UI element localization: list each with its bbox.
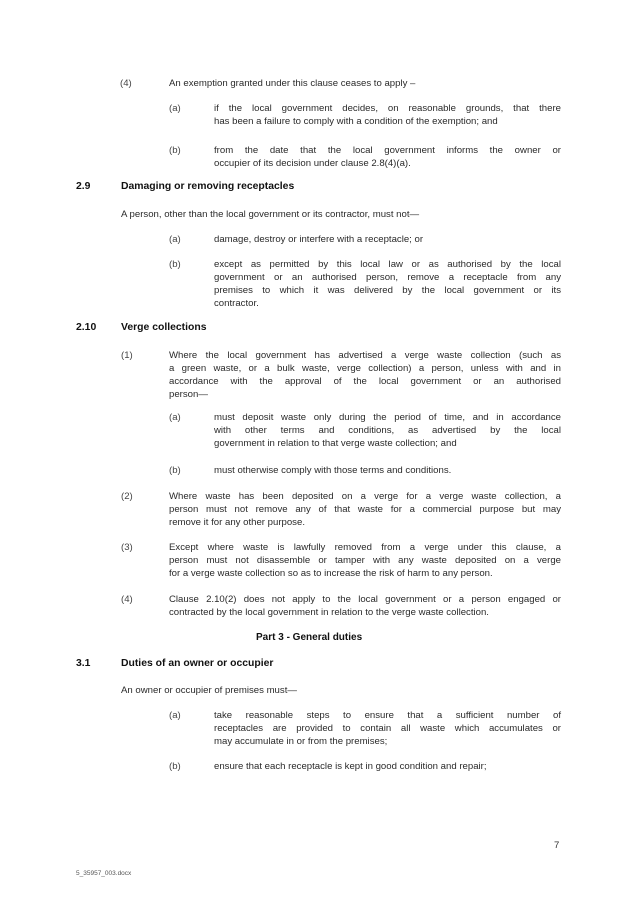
subclause-text: Where the local government has advertised a verge waste collection (such as a green waste, or a bulk waste, verge collection) a person, unless with and in accordance with the approval of the local government or an authorised person— — [169, 350, 561, 400]
paragraph-label: (b) — [169, 145, 181, 156]
subclause-text: Where waste has been deposited on a verge for a verge waste collection, a person must not remove any of that waste for a commercial purpose but may remove it for any other purpose. — [169, 491, 561, 528]
clause-heading: Duties of an owner or occupier — [121, 658, 274, 669]
paragraph-text: except as permitted by this local law or as authorised by the local government or an authorised person, remove a receptacle from any premises to which it was delivered by the local government or its contractor. — [214, 259, 561, 309]
paragraph-text: if the local government decides, on reasonable grounds, that there has been a failure to comply with a condition of the exemption; and — [214, 103, 561, 127]
footer-filename: 5_35957_003.docx — [76, 870, 132, 877]
paragraph-label: (a) — [169, 412, 181, 423]
subclause-number: (2) — [121, 491, 133, 502]
clause-heading: Damaging or removing receptacles — [121, 181, 295, 192]
paragraph-label: (a) — [169, 103, 181, 114]
subclause-text: Clause 2.10(2) does not apply to the local government or a person engaged or contracted by the local government in relation to the verge waste collection. — [169, 594, 561, 618]
clause-number: 2.10 — [76, 322, 97, 333]
subclause-number: (1) — [121, 350, 133, 361]
paragraph-text: must otherwise comply with those terms and conditions. — [214, 465, 452, 476]
subclause-text: Except where waste is lawfully removed from a verge under this clause, a person must not disassemble or tamper with any waste deposited on a verge for a verge waste collection so as to increase the risk of harm to any person. — [169, 542, 561, 579]
subclause-number: (4) — [121, 594, 133, 605]
paragraph-label: (a) — [169, 710, 181, 721]
clause-number: 3.1 — [76, 658, 91, 669]
paragraph-label: (a) — [169, 234, 181, 245]
page-number: 7 — [554, 840, 560, 851]
subclause-text: An exemption granted under this clause ceases to apply – — [169, 78, 416, 89]
clause-heading: Verge collections — [121, 322, 207, 333]
paragraph-label: (b) — [169, 761, 181, 772]
paragraph-label: (b) — [169, 259, 181, 270]
paragraph-label: (b) — [169, 465, 181, 476]
paragraph-text: from the date that the local government informs the owner or occupier of its decision under clause 2.8(4)(a). — [214, 145, 561, 169]
subclause-number: (4) — [120, 78, 132, 89]
clause-intro: A person, other than the local government or its contractor, must not— — [121, 209, 420, 220]
clause-number: 2.9 — [76, 181, 91, 192]
subclause-number: (3) — [121, 542, 133, 553]
paragraph-text: must deposit waste only during the period of time, and in accordance with other terms and conditions, as advertised by the local government in relation to that verge waste collection; and — [214, 412, 561, 449]
paragraph-text: damage, destroy or interfere with a receptacle; or — [214, 234, 424, 245]
paragraph-text: ensure that each receptacle is kept in good condition and repair; — [214, 761, 487, 772]
clause-intro: An owner or occupier of premises must— — [121, 685, 297, 696]
part-heading: Part 3 - General duties — [256, 632, 363, 643]
paragraph-text: take reasonable steps to ensure that a sufficient number of receptacles are provided to contain all waste which accumulates or may accumulate in or from the premises; — [214, 710, 561, 747]
